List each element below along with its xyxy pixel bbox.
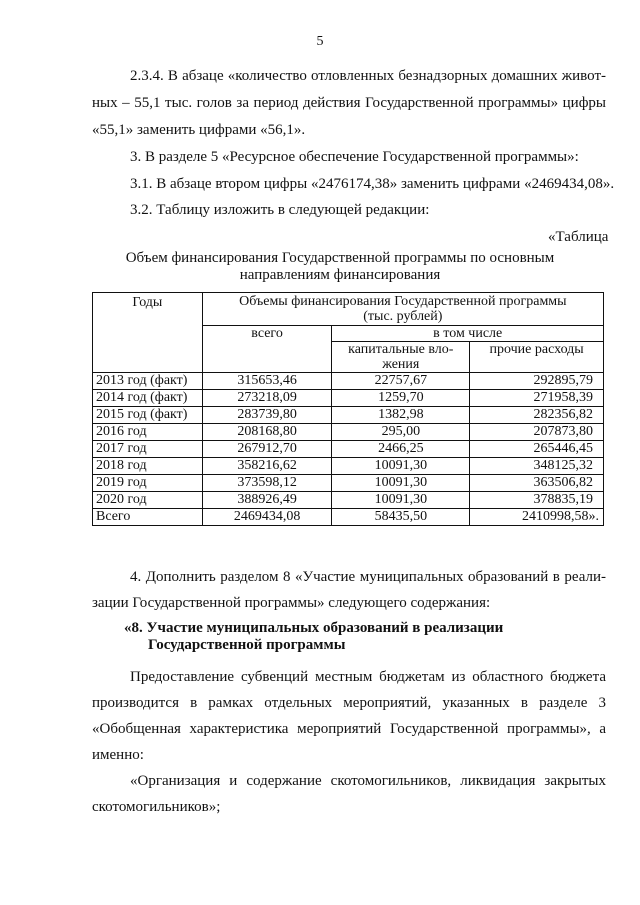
paragraph-2-3-4-line-3: «55,1» заменить цифрами «56,1». — [92, 122, 306, 138]
paragraph-4-line-1: 4. Дополнить разделом 8 «Участие муниципальных образований в реали- — [130, 569, 606, 585]
section-8-heading-line-1: «8. Участие муниципальных образований в реализации — [124, 620, 504, 636]
paragraph-2-3-4-line-2: ных – 55,1 тыс. голов за период действия Государственной программы» цифры — [92, 95, 606, 111]
page-number: 5 — [316, 34, 324, 49]
paragraph-6-line-1: «Организация и содержание скотомогильников, ликвидация закрытых — [130, 773, 606, 789]
header-total: всего — [202, 326, 332, 373]
header-years: Годы — [93, 293, 203, 373]
table-row — [93, 373, 604, 390]
cell-other: 363506,82 — [470, 475, 604, 492]
cell-year: 2019 год — [93, 475, 203, 492]
cell-total: 208168,80 — [202, 424, 332, 441]
cell-total: 2469434,08 — [202, 509, 332, 526]
cell-capital: 1382,98 — [332, 407, 470, 424]
cell-year: Всего — [93, 509, 203, 526]
paragraph-5-line-3: «Обобщенная характеристика мероприятий Государственной программы», а — [92, 721, 606, 737]
cell-capital: 2466,25 — [332, 441, 470, 458]
cell-year: 2013 год (факт) — [93, 373, 203, 390]
table-row — [93, 458, 604, 475]
paragraph-6-line-2: скотомогильников»; — [92, 799, 221, 815]
cell-capital: 58435,50 — [332, 509, 470, 526]
cell-other: 348125,32 — [470, 458, 604, 475]
table-row — [93, 492, 604, 509]
table-row — [93, 424, 604, 441]
header-volumes: Объемы финансирования Государственной программы (тыс. рублей) — [202, 293, 603, 326]
paragraph-3: 3. В разделе 5 «Ресурсное обеспечение Государственной программы»: — [130, 149, 579, 165]
cell-capital: 10091,30 — [332, 475, 470, 492]
cell-total: 358216,62 — [202, 458, 332, 475]
cell-year: 2020 год — [93, 492, 203, 509]
cell-other: 2410998,58». — [470, 509, 604, 526]
cell-other: 378835,19 — [470, 492, 604, 509]
paragraph-5-line-2: производится в рамках отдельных мероприятий, указанных в разделе 3 — [92, 695, 606, 711]
financing-table — [92, 292, 604, 526]
table-title-line-1: Объем финансирования Государственной программы по основным — [125, 250, 555, 266]
header-capital: капитальные вло- жения — [332, 342, 470, 373]
cell-year: 2018 год — [93, 458, 203, 475]
cell-total: 267912,70 — [202, 441, 332, 458]
cell-total: 388926,49 — [202, 492, 332, 509]
paragraph-3-2: 3.2. Таблицу изложить в следующей редакции: — [130, 202, 430, 218]
header-other: прочие расходы — [470, 342, 604, 373]
cell-other: 292895,79 — [470, 373, 604, 390]
paragraph-5-line-1: Предоставление субвенций местным бюджетам из областного бюджета — [130, 669, 606, 685]
table-row — [93, 390, 604, 407]
cell-other: 265446,45 — [470, 441, 604, 458]
cell-year: 2015 год (факт) — [93, 407, 203, 424]
cell-total: 283739,80 — [202, 407, 332, 424]
cell-year: 2014 год (факт) — [93, 390, 203, 407]
table-label: «Таблица — [548, 229, 609, 245]
header-including: в том числе — [332, 326, 604, 342]
cell-capital: 295,00 — [332, 424, 470, 441]
cell-total: 315653,46 — [202, 373, 332, 390]
cell-total: 273218,09 — [202, 390, 332, 407]
cell-total: 373598,12 — [202, 475, 332, 492]
cell-other: 271958,39 — [470, 390, 604, 407]
table-row-total — [93, 509, 604, 526]
cell-year: 2017 год — [93, 441, 203, 458]
table-title-line-2: направлениям финансирования — [239, 267, 441, 283]
cell-capital: 10091,30 — [332, 492, 470, 509]
cell-capital: 10091,30 — [332, 458, 470, 475]
paragraph-4-line-2: зации Государственной программы» следующего содержания: — [92, 595, 491, 611]
paragraph-3-1: 3.1. В абзаце втором цифры «2476174,38» заменить цифрами «2469434,08». — [130, 176, 615, 192]
cell-capital: 22757,67 — [332, 373, 470, 390]
table-row — [93, 475, 604, 492]
paragraph-5-line-4: именно: — [92, 747, 144, 763]
cell-capital: 1259,70 — [332, 390, 470, 407]
cell-year: 2016 год — [93, 424, 203, 441]
cell-other: 282356,82 — [470, 407, 604, 424]
section-8-heading-line-2: Государственной программы — [148, 637, 346, 653]
table-row — [93, 407, 604, 424]
cell-other: 207873,80 — [470, 424, 604, 441]
paragraph-2-3-4-line-1: 2.3.4. В абзаце «количество отловленных безнадзорных домашних живот- — [130, 68, 606, 84]
table-row — [93, 441, 604, 458]
